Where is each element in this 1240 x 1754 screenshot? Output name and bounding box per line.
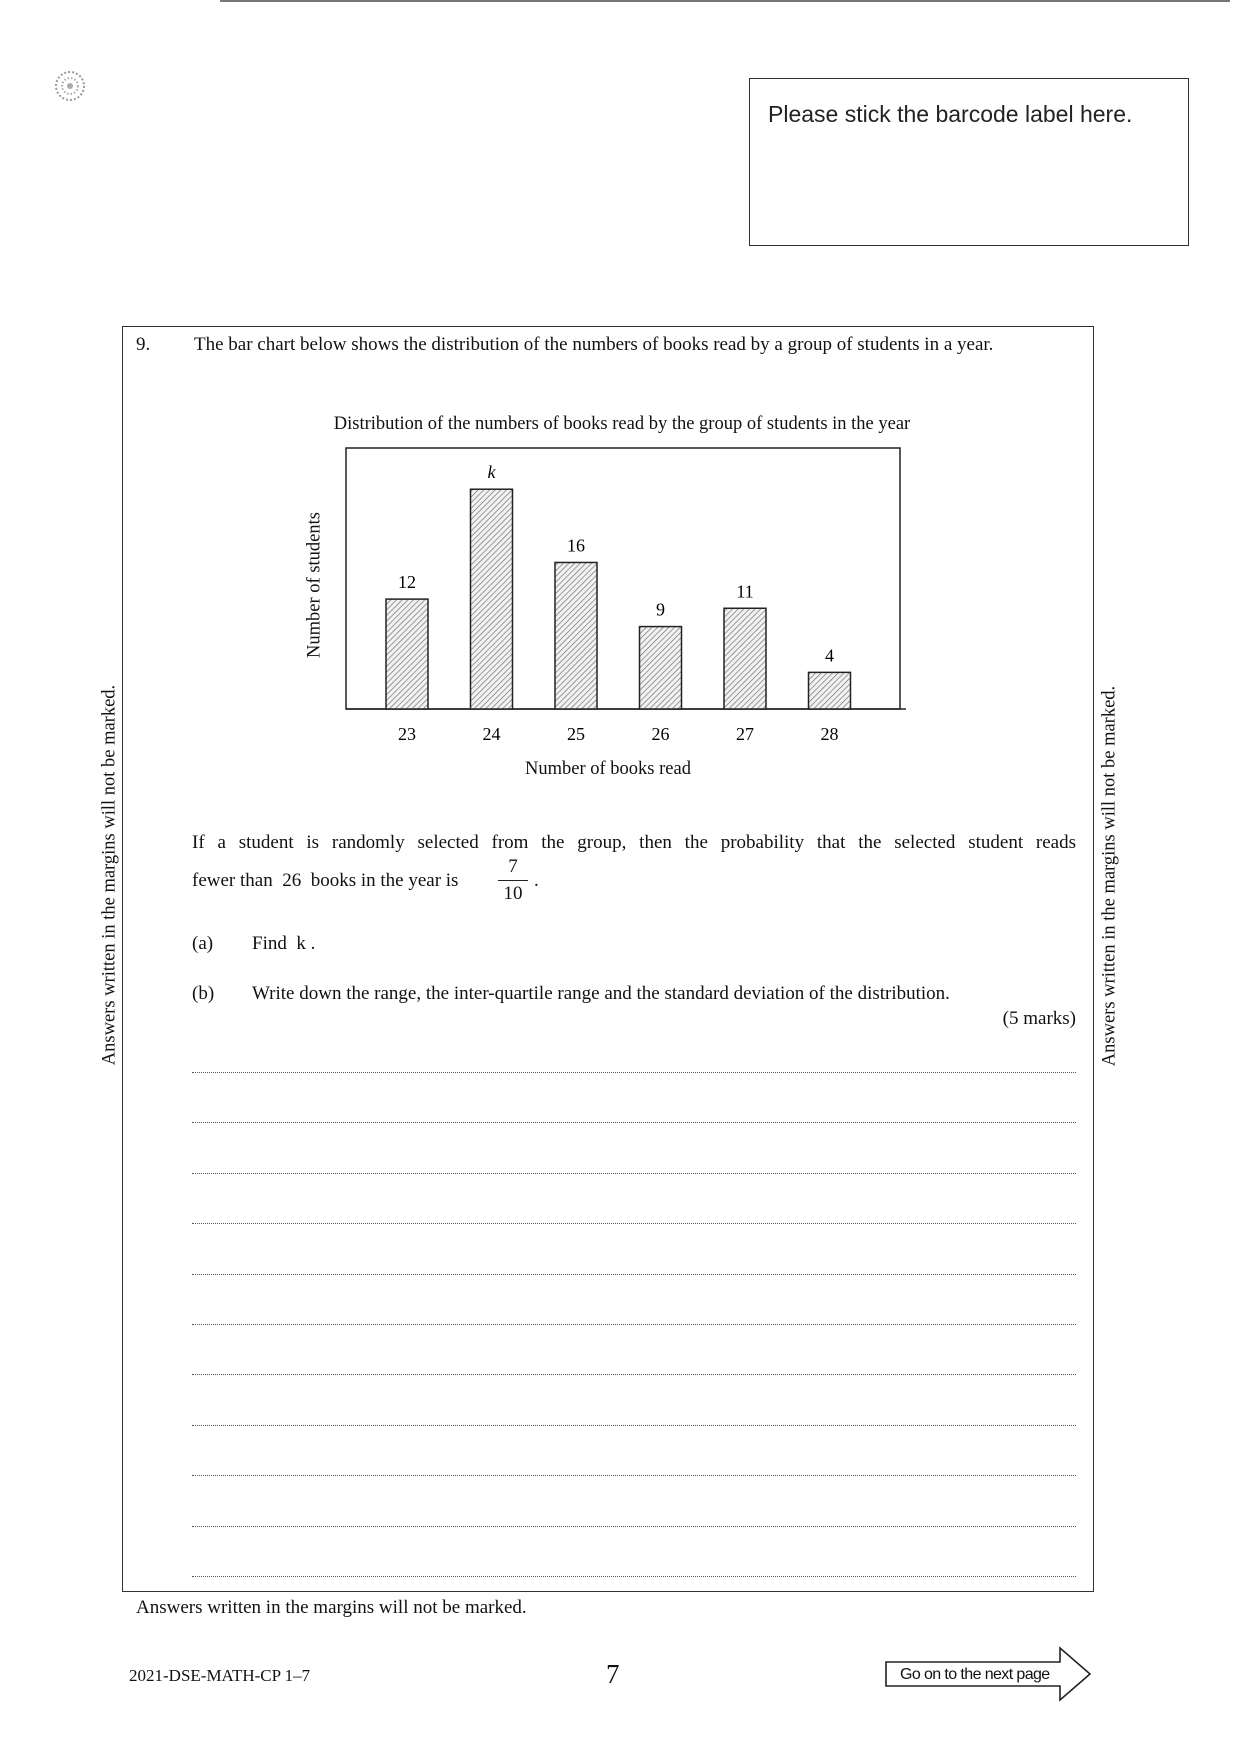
chart-plot-frame [346, 448, 900, 709]
paper-code: 2021-DSE-MATH-CP 1–7 [129, 1666, 311, 1685]
x-tick-label-28: 28 [820, 724, 839, 744]
part-b-text: Write down the range, the inter-quartile range and the standard deviation of the distribution. [252, 983, 950, 1004]
barcode-instruction: Please stick the barcode label here. [768, 101, 1133, 127]
left-margin-note: Answers written in the margins will not be marked. [99, 684, 120, 1066]
bar-value-label-28: 4 [825, 645, 834, 666]
answer-line[interactable] [192, 1072, 1076, 1073]
hkeaa-logo-icon [52, 68, 88, 104]
x-tick-label-26: 26 [651, 724, 670, 744]
answer-line[interactable] [192, 1475, 1076, 1476]
x-tick-label-23: 23 [398, 724, 416, 744]
probability-statement-line-1: If a student is randomly selected from the group, then the probability that the selected student reads [192, 832, 1076, 853]
bar-25 [555, 562, 597, 709]
x-tick-label-27: 27 [736, 724, 754, 744]
answer-line[interactable] [192, 1274, 1076, 1275]
page-number: 7 [606, 1659, 620, 1689]
next-page-label: Go on to the next page [900, 1666, 1050, 1683]
bar-chart [290, 440, 930, 760]
answer-line[interactable] [192, 1374, 1076, 1375]
bar-28 [809, 672, 851, 709]
x-tick-label-24: 24 [482, 724, 501, 744]
answer-line[interactable] [192, 1576, 1076, 1577]
answer-line[interactable] [192, 1425, 1076, 1426]
y-axis-label: Number of students [304, 512, 325, 658]
probability-statement-line-2: fewer than 26 books in the year is [192, 870, 459, 891]
fraction-denominator: 10 [503, 883, 523, 905]
barcode-label-box [749, 78, 1189, 246]
question-number: 9. [136, 334, 151, 355]
bar-value-label-24: k [487, 462, 496, 483]
right-margin-note: Answers written in the margins will not be marked. [1099, 685, 1120, 1067]
bar-value-label-26: 9 [656, 599, 665, 620]
x-axis-label: Number of books read [525, 759, 691, 779]
fraction-bar [498, 880, 528, 881]
scan-top-rule [220, 0, 1230, 2]
part-a-label: (a) [192, 933, 214, 954]
chart-title: Distribution of the numbers of books read by the group of students in the year [333, 414, 911, 434]
probability-fraction [498, 855, 528, 906]
bottom-margin-note: Answers written in the margins will not be marked. [136, 1597, 527, 1618]
bar-value-label-25: 16 [567, 535, 585, 556]
bar-value-label-27: 11 [736, 581, 754, 602]
answer-line[interactable] [192, 1223, 1076, 1224]
part-a-text: Find k . [252, 933, 316, 954]
probability-period: . [534, 870, 539, 891]
answer-line[interactable] [192, 1526, 1076, 1527]
bar-23 [386, 599, 428, 709]
fraction-numerator: 7 [508, 856, 518, 877]
answer-line[interactable] [192, 1173, 1076, 1174]
answer-line[interactable] [192, 1122, 1076, 1123]
bar-27 [724, 608, 766, 709]
question-stem: The bar chart below shows the distribution of the numbers of books read by a group of students in a year. [194, 334, 994, 355]
bar-26 [640, 627, 682, 709]
bar-24 [471, 489, 513, 709]
x-tick-label-25: 25 [567, 724, 585, 744]
bar-value-label-23: 12 [398, 572, 416, 593]
value-labels-group [398, 462, 834, 665]
part-b-label: (b) [192, 983, 215, 1004]
marks-allocation: (5 marks) [1002, 1008, 1076, 1029]
tick-labels-group [398, 724, 839, 744]
bars-group [386, 489, 851, 709]
answer-line[interactable] [192, 1324, 1076, 1325]
